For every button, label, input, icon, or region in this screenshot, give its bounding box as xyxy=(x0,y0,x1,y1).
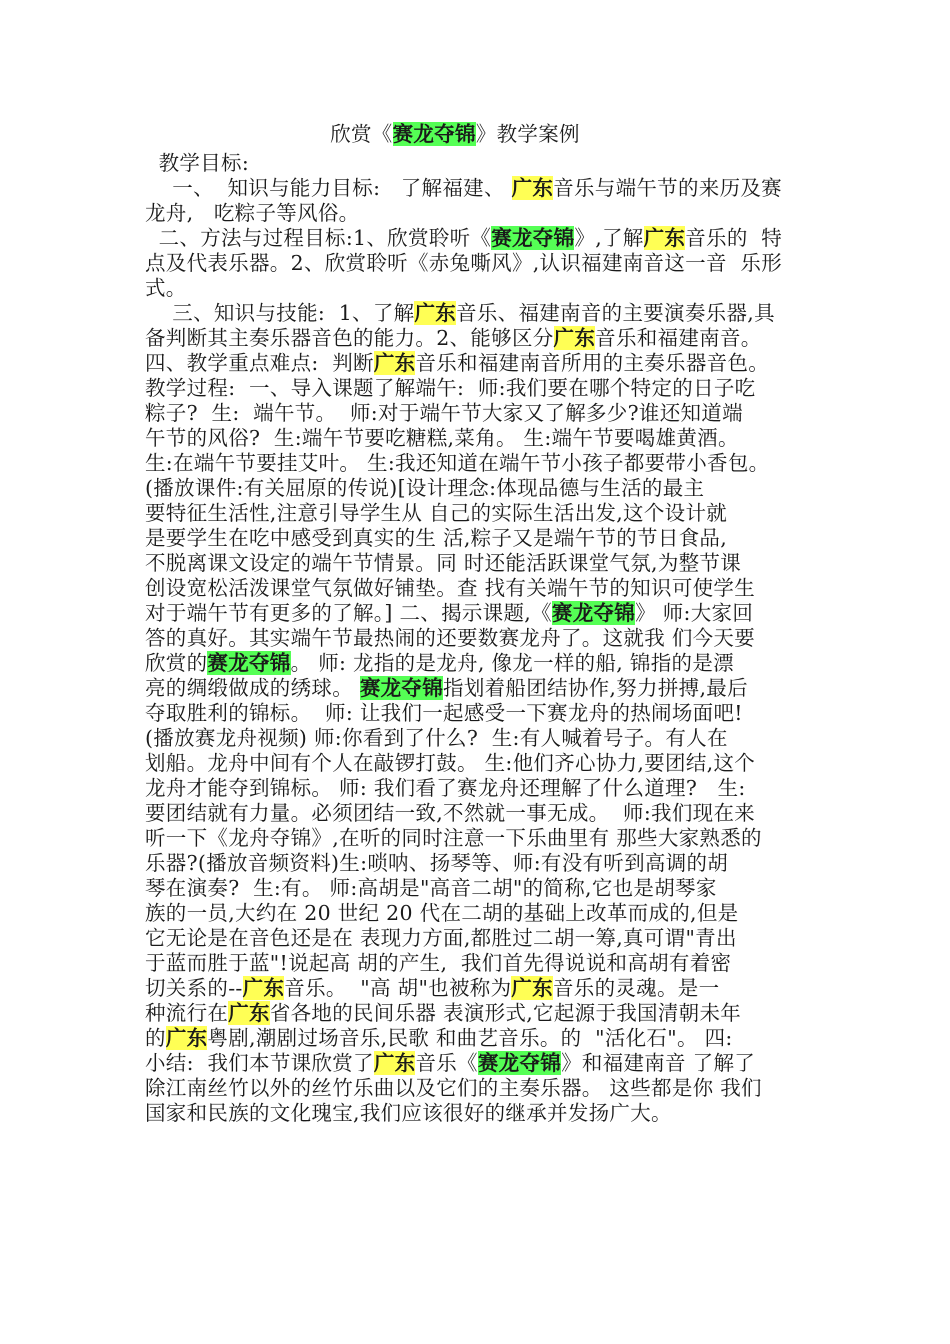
text-line xyxy=(145,526,825,551)
highlighted-term: 广东 xyxy=(242,976,285,1000)
text-run: 》和福建南音 了解了 xyxy=(561,1051,756,1075)
text-line xyxy=(145,551,825,576)
text-run: 午节的风俗? 生:端午节要吃糖糕,菜角。 生:端午节要喝雄黄酒。 xyxy=(145,426,739,450)
text-line xyxy=(145,676,825,701)
text-run: 夺取胜利的锦标。 师: 让我们一起感受一下赛龙舟的热闹场面吧! xyxy=(145,701,743,725)
text-line xyxy=(145,1001,825,1026)
text-run: 答的真好。其实端午节最热闹的还要数赛龙舟了。这就我 们今天要 xyxy=(145,626,756,650)
text-run: 听一下《龙舟夺锦》,在听的同时注意一下乐曲里有 那些大家熟悉的 xyxy=(145,826,762,850)
text-line xyxy=(145,976,825,1001)
text-run: 要团结就有力量。必须团结一致,不然就一事无成。 师:我们现在来 xyxy=(145,801,756,825)
text-line xyxy=(145,651,825,676)
text-run: 音乐、福建南音的主要演奏乐器,具 xyxy=(456,301,775,325)
text-run: 乐器?(播放音频资料)生:唢呐、扬琴等、师:有没有听到高调的胡 xyxy=(145,851,729,875)
text-line xyxy=(145,601,825,626)
highlighted-term: 赛龙夺锦 xyxy=(477,1051,562,1075)
highlighted-term: 广东 xyxy=(165,1026,208,1050)
highlighted-term: 广东 xyxy=(414,301,457,325)
highlighted-term: 赛龙夺锦 xyxy=(551,601,636,625)
text-line xyxy=(145,701,825,726)
text-line xyxy=(145,301,825,326)
text-line xyxy=(145,201,825,226)
text-run: 。 师: 龙指的是龙舟, 像龙一样的船, 锦指的是漂 xyxy=(290,651,734,675)
text-run: 音乐。 "高 胡"也被称为 xyxy=(284,976,512,1000)
text-run: 教学过程: 一、导入课题了解端午: 师:我们要在哪个特定的日子吃 xyxy=(145,376,756,400)
highlighted-term: 广东 xyxy=(643,226,686,250)
text-run: 小结: 我们本节课欣赏了 xyxy=(145,1051,374,1075)
text-line xyxy=(145,426,825,451)
text-run: 不脱离课文设定的端午节情景。同 时还能活跃课堂气氛,为整节课 xyxy=(145,551,742,575)
text-run: 种流行在 xyxy=(145,1001,229,1025)
text-line xyxy=(145,476,825,501)
text-line xyxy=(145,351,825,376)
text-run: 四、教学重点难点: 判断 xyxy=(145,351,374,375)
text-run: 于蓝而胜于蓝"!说起高 胡的产生, 我们首先得说说和高胡有着密 xyxy=(145,951,732,975)
text-line xyxy=(145,1051,825,1076)
highlighted-term: 赛龙夺锦 xyxy=(359,676,444,700)
text-line xyxy=(145,176,825,201)
text-run: 教学目标: xyxy=(145,151,250,175)
text-run: 生:在端午节要挂艾叶。 生:我还知道在端午节小孩子都要带小香包。 xyxy=(145,451,770,475)
text-run: 指划着船团结协作,努力拼搏,最后 xyxy=(443,676,748,700)
text-run: 一、 知识与能力目标: 了解福建、 xyxy=(145,176,512,200)
text-run: 》教学案例 xyxy=(475,122,580,146)
text-run: 的 xyxy=(145,1026,166,1050)
text-line xyxy=(145,251,825,276)
text-line xyxy=(145,376,825,401)
highlighted-term: 赛龙夺锦 xyxy=(392,122,476,146)
document-page xyxy=(145,122,825,1126)
text-line xyxy=(145,276,825,301)
text-line xyxy=(145,1101,825,1126)
text-line xyxy=(145,1076,825,1101)
text-line xyxy=(145,626,825,651)
text-line xyxy=(145,451,825,476)
text-run: 欣赏《 xyxy=(330,122,393,146)
document-title xyxy=(145,122,825,147)
text-run: 划船。龙舟中间有个人在敲锣打鼓。 生:他们齐心协力,要团结,这个 xyxy=(145,751,756,775)
text-run: 国家和民族的文化瑰宝,我们应该很好的继承并发扬广大。 xyxy=(145,1101,672,1125)
text-line xyxy=(145,951,825,976)
text-run: 创设宽松活泼课堂气氛做好铺垫。查 找有关端午节的知识可使学生 xyxy=(145,576,756,600)
text-line xyxy=(145,801,825,826)
text-line xyxy=(145,401,825,426)
text-run: 式。 xyxy=(145,276,187,300)
highlighted-term: 赛龙夺锦 xyxy=(491,226,575,250)
text-run: 龙舟才能夺到锦标。 师: 我们看了赛龙舟还理解了什么道理? 生: xyxy=(145,776,746,800)
text-run: 龙舟, 吃粽子等风俗。 xyxy=(145,201,360,225)
text-run: 音乐的灵魂。是一 xyxy=(552,976,720,1000)
highlighted-term: 广东 xyxy=(373,351,416,375)
text-run: 》 师:大家回 xyxy=(635,601,754,625)
text-run: (播放课件:有关屈原的传说)[设计理念:体现品德与生活的最主 xyxy=(145,476,705,500)
text-run: 省各地的民间乐器 表演形式,它起源于我国清朝未年 xyxy=(269,1001,742,1025)
text-line xyxy=(145,776,825,801)
text-run: 音乐的 特 xyxy=(685,226,783,250)
text-run: 要特征生活性,注意引导学生从 自己的实际生活出发,这个设计就 xyxy=(145,501,728,525)
text-run: 三、知识与技能: 1、了解 xyxy=(145,301,415,325)
highlighted-term: 广东 xyxy=(373,1051,416,1075)
text-run: 族的一员,大约在 20 世纪 20 代在二胡的基础上改革而成的,但是 xyxy=(145,901,739,925)
text-run: 音乐《 xyxy=(415,1051,478,1075)
text-line xyxy=(145,1026,825,1051)
text-run: (播放赛龙舟视频) 师:你看到了什么? 生:有人喊着号子。有人在 xyxy=(145,726,728,750)
highlighted-term: 赛龙夺锦 xyxy=(207,651,291,675)
text-run: 点及代表乐器。2、欣赏聆听《赤兔嘶风》,认识福建南音这一音 乐形 xyxy=(145,251,782,275)
text-line xyxy=(145,826,825,851)
text-run: 它无论是在音色还是在 表现力方面,都胜过二胡一筹,真可谓"青出 xyxy=(145,926,737,950)
text-run: 》,了解 xyxy=(574,226,644,250)
highlighted-term: 广东 xyxy=(553,326,596,350)
text-run: 粤剧,潮剧过场音乐,民歌 和曲艺音乐。的 "活化石"。 四: xyxy=(207,1026,733,1050)
text-run: 音乐与端午节的来历及赛 xyxy=(553,176,782,200)
document-body xyxy=(145,151,825,1126)
text-line xyxy=(145,901,825,926)
text-run: 欣赏的 xyxy=(145,651,208,675)
text-run: 备判断其主奏乐器音色的能力。2、能够区分 xyxy=(145,326,554,350)
highlighted-term: 广东 xyxy=(511,176,554,200)
text-run: 除江南丝竹以外的丝竹乐曲以及它们的主奏乐器。 这些都是你 我们 xyxy=(145,1076,762,1100)
text-run: 对于端午节有更多的了解。] 二、揭示课题,《 xyxy=(145,601,552,625)
text-run: 音乐和福建南音所用的主奏乐器音色。 xyxy=(415,351,770,375)
text-run: 切关系的-- xyxy=(145,976,243,1000)
text-line xyxy=(145,876,825,901)
text-run: 粽子? 生: 端午节。 师:对于端午节大家又了解多少?谁还知道端 xyxy=(145,401,743,425)
text-line xyxy=(145,851,825,876)
text-line xyxy=(145,726,825,751)
text-line xyxy=(145,576,825,601)
text-run: 二、方法与过程目标:1、欣赏聆听《 xyxy=(145,226,492,250)
text-line xyxy=(145,751,825,776)
highlighted-term: 广东 xyxy=(511,976,553,1000)
text-line xyxy=(145,326,825,351)
highlighted-term: 广东 xyxy=(228,1001,270,1025)
text-run: 亮的绸缎做成的绣球。 xyxy=(145,676,360,700)
text-run: 音乐和福建南音。 xyxy=(595,326,762,350)
text-line xyxy=(145,226,825,251)
text-run: 是要学生在吃中感受到真实的生 活,粽子又是端午节的节日食品, xyxy=(145,526,728,550)
text-line xyxy=(145,501,825,526)
text-line xyxy=(145,926,825,951)
text-run: 琴在演奏? 生:有。 师:高胡是"高音二胡"的简称,它也是胡琴家 xyxy=(145,876,717,900)
text-line xyxy=(145,151,825,176)
